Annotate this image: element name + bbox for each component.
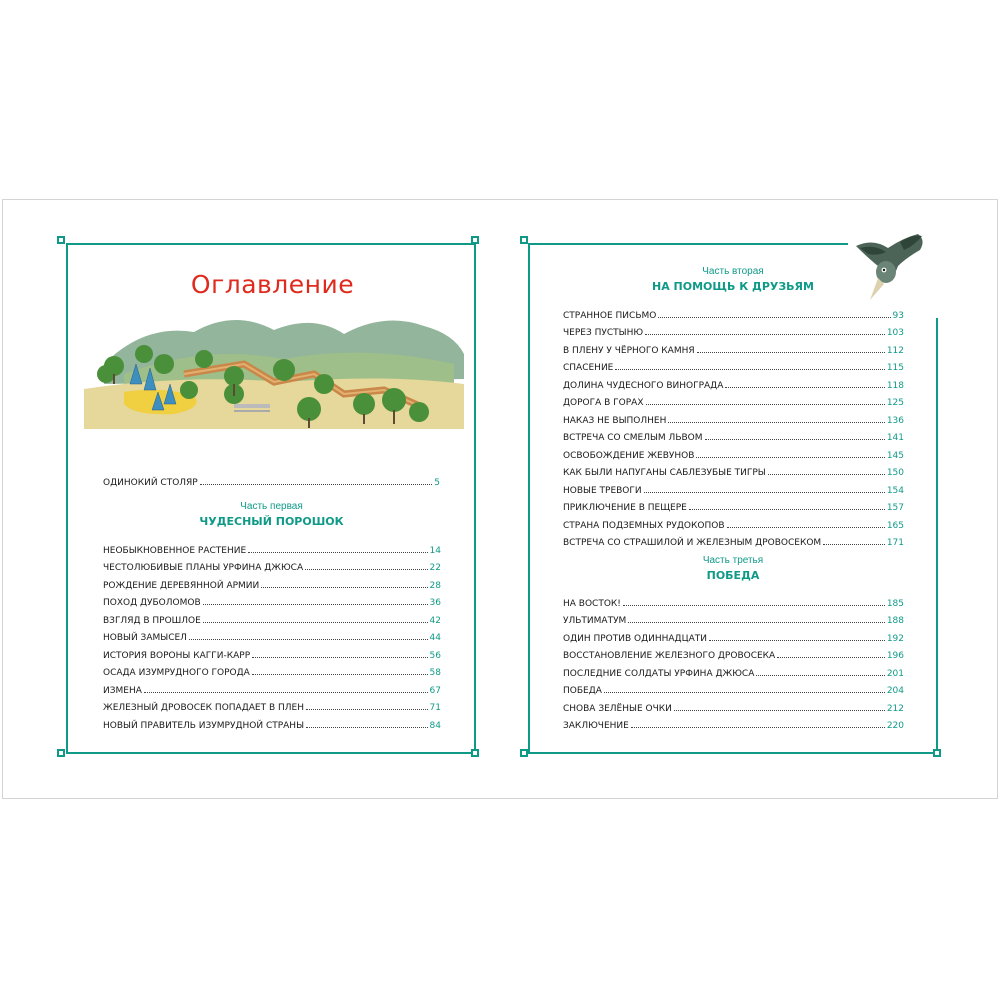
toc-entry-title: ДОРОГА В ГОРАХ xyxy=(563,398,644,408)
toc-entry-page: 192 xyxy=(886,633,904,644)
toc-entry-title: НА ВОСТОК! xyxy=(563,598,621,609)
toc-leader xyxy=(203,604,428,605)
toc-entry-page: 36 xyxy=(429,598,441,608)
toc-leader xyxy=(306,727,428,728)
toc-entry[interactable] xyxy=(103,556,441,574)
toc-entry-page: 118 xyxy=(886,380,904,391)
toc-entry-title: ОДИН ПРОТИВ ОДИННАДЦАТИ xyxy=(563,633,707,644)
toc-leader xyxy=(823,544,885,545)
toc-leader xyxy=(645,334,885,335)
toc-leader xyxy=(628,622,884,623)
toc-entry-page: 204 xyxy=(886,686,904,696)
toc-entry-title: НОВЫЕ ТРЕВОГИ xyxy=(563,485,642,496)
toc-entry-title: ВСТРЕЧА СО СТРАШИЛОЙ И ЖЕЛЕЗНЫМ ДРОВОСЕКОМ xyxy=(563,538,822,548)
toc-entry-page: 188 xyxy=(886,616,904,626)
part-label: Часть третья xyxy=(702,555,764,566)
toc-entry[interactable] xyxy=(563,626,904,644)
toc-part-three xyxy=(563,591,904,731)
toc-leader xyxy=(252,657,427,658)
toc-entry-page: 201 xyxy=(886,668,904,679)
left-frame-bottom xyxy=(66,752,476,754)
toc-entry[interactable] xyxy=(563,609,904,627)
toc-entry-page: 196 xyxy=(886,651,904,661)
toc-entry[interactable] xyxy=(103,573,441,591)
toc-entry-page: 14 xyxy=(429,545,441,556)
toc-leader xyxy=(615,369,884,370)
toc-entry-page: 112 xyxy=(886,345,904,356)
toc-entry[interactable] xyxy=(103,643,441,661)
toc-entry-page: 141 xyxy=(886,433,904,443)
toc-entry-title: ВСТРЕЧА СО СМЕЛЫМ ЛЬВОМ xyxy=(563,433,703,443)
part-title: ПОБЕДА xyxy=(706,569,760,582)
landscape-illustration xyxy=(84,304,464,434)
corner-square-icon xyxy=(471,749,479,757)
toc-entry-title: ДОЛИНА ЧУДЕСНОГО ВИНОГРАДА xyxy=(563,380,724,391)
toc-entry-title: НОВЫЙ ЗАМЫСЕЛ xyxy=(103,633,187,643)
toc-entry-page: 84 xyxy=(429,720,441,731)
corner-square-icon xyxy=(57,749,65,757)
toc-leader xyxy=(261,587,427,588)
toc-entry-page: 150 xyxy=(886,468,904,478)
toc-leader xyxy=(306,709,428,710)
toc-entry-title: ПРИКЛЮЧЕНИЕ В ПЕЩЕРЕ xyxy=(563,503,687,513)
toc-entry-page: 212 xyxy=(886,703,904,714)
toc-leader xyxy=(252,674,428,675)
left-frame-right xyxy=(474,243,476,754)
toc-entry-page: 115 xyxy=(886,363,904,373)
toc-entry-title: ПОХОД ДУБОЛОМОВ xyxy=(103,598,201,608)
toc-entry-page: 42 xyxy=(429,615,441,626)
toc-leader xyxy=(631,727,885,728)
toc-entry-page: 5 xyxy=(434,477,440,488)
toc-part-two xyxy=(563,303,904,548)
toc-entry[interactable] xyxy=(563,513,904,531)
toc-entry-page: 125 xyxy=(886,398,904,408)
toc-entry-title: СПАСЕНИЕ xyxy=(563,363,614,373)
toc-entry-title: РОЖДЕНИЕ ДЕРЕВЯННОЙ АРМИИ xyxy=(103,580,260,591)
toc-entry[interactable] xyxy=(563,591,904,609)
toc-entry-title: СНОВА ЗЕЛЁНЫЕ ОЧКИ xyxy=(563,703,672,714)
part-three-heading xyxy=(563,555,903,582)
toc-entry-page: 165 xyxy=(886,520,904,531)
toc-entry[interactable] xyxy=(103,678,441,696)
left-frame-left xyxy=(66,243,68,754)
corner-square-icon xyxy=(57,236,65,244)
toc-entry[interactable] xyxy=(563,496,904,514)
toc-entry[interactable] xyxy=(563,714,904,732)
toc-entry-page: 67 xyxy=(429,685,441,696)
toc-leader xyxy=(727,527,885,528)
toc-leader xyxy=(705,439,885,440)
toc-entry[interactable] xyxy=(563,426,904,444)
toc-entry-title: ВОССТАНОВЛЕНИЕ ЖЕЛЕЗНОГО ДРОВОСЕКА xyxy=(563,651,776,661)
toc-leader xyxy=(674,710,885,711)
toc-entry[interactable] xyxy=(563,338,904,356)
toc-leader xyxy=(646,404,885,405)
toc-entry-title: ИСТОРИЯ ВОРОНЫ КАГГИ-КАРР xyxy=(103,650,251,661)
toc-entry-page: 103 xyxy=(886,328,904,338)
toc-leader xyxy=(189,639,428,640)
toc-entry-title: НОВЫЙ ПРАВИТЕЛЬ ИЗУМРУДНОЙ СТРАНЫ xyxy=(103,720,305,731)
part-two-heading xyxy=(563,266,903,293)
toc-entry[interactable] xyxy=(103,696,441,714)
toc-leader xyxy=(248,552,427,553)
toc-entry[interactable] xyxy=(563,303,904,321)
toc-prologue xyxy=(103,470,440,488)
toc-entry-title: КАК БЫЛИ НАПУГАНЫ САБЛЕЗУБЫЕ ТИГРЫ xyxy=(563,468,766,478)
corner-square-icon xyxy=(933,749,941,757)
toc-entry-page: 56 xyxy=(429,650,441,661)
toc-leader xyxy=(668,422,884,423)
toc-leader xyxy=(689,509,885,510)
toc-entry[interactable] xyxy=(103,661,441,679)
toc-leader xyxy=(768,474,885,475)
left-frame-top xyxy=(66,243,476,245)
toc-entry[interactable] xyxy=(563,373,904,391)
toc-entry[interactable] xyxy=(563,696,904,714)
toc-entry-page: 136 xyxy=(886,415,904,426)
right-frame-right xyxy=(936,318,938,754)
toc-entry-page: 71 xyxy=(429,703,441,713)
toc-entry-page: 44 xyxy=(429,633,441,643)
toc-entry-title: ЧЕСТОЛЮБИВЫЕ ПЛАНЫ УРФИНА ДЖЮСА xyxy=(103,563,304,573)
toc-part-one xyxy=(103,538,441,731)
toc-leader xyxy=(144,692,428,693)
toc-entry[interactable] xyxy=(563,661,904,679)
toc-entry[interactable] xyxy=(103,626,441,644)
toc-entry[interactable] xyxy=(103,591,441,609)
toc-leader xyxy=(709,640,885,641)
toc-entry-page: 185 xyxy=(886,598,904,609)
toc-leader xyxy=(658,317,890,318)
corner-square-icon xyxy=(520,749,528,757)
toc-leader xyxy=(696,457,884,458)
toc-entry-page: 171 xyxy=(886,538,904,548)
toc-leader xyxy=(305,569,427,570)
toc-entry-page: 220 xyxy=(886,721,904,731)
toc-leader xyxy=(756,675,884,676)
toc-entry[interactable] xyxy=(563,478,904,496)
toc-leader xyxy=(604,692,885,693)
toc-entry[interactable] xyxy=(103,608,441,626)
toc-entry-title: В ПЛЕНУ У ЧЁРНОГО КАМНЯ xyxy=(563,345,695,356)
toc-entry-title: ВЗГЛЯД В ПРОШЛОЕ xyxy=(103,615,201,626)
right-frame-top xyxy=(528,243,848,245)
toc-entry-title: ОДИНОКИЙ СТОЛЯР xyxy=(103,477,198,488)
toc-leader xyxy=(644,492,885,493)
toc-entry-page: 154 xyxy=(886,485,904,496)
toc-entry[interactable] xyxy=(563,679,904,697)
page-title: Оглавление xyxy=(190,270,355,299)
corner-square-icon xyxy=(520,236,528,244)
right-frame-left xyxy=(528,243,530,754)
toc-entry[interactable] xyxy=(103,713,441,731)
toc-leader xyxy=(777,657,885,658)
toc-entry-page: 28 xyxy=(429,580,441,591)
toc-entry[interactable] xyxy=(563,644,904,662)
toc-entry-title: ЧЕРЕЗ ПУСТЫНЮ xyxy=(563,328,644,338)
part-label: Часть первая xyxy=(240,501,303,512)
toc-entry-page: 145 xyxy=(886,450,904,461)
toc-entry-title: НЕОБЫКНОВЕННОЕ РАСТЕНИЕ xyxy=(103,545,247,556)
toc-entry-page: 157 xyxy=(886,503,904,513)
right-frame-bottom xyxy=(528,752,938,754)
toc-entry[interactable] xyxy=(563,443,904,461)
part-one-heading xyxy=(103,501,440,528)
toc-entry[interactable] xyxy=(563,356,904,374)
toc-entry[interactable] xyxy=(563,391,904,409)
toc-entry-title: НАКАЗ НЕ ВЫПОЛНЕН xyxy=(563,415,667,426)
toc-entry[interactable] xyxy=(563,461,904,479)
toc-leader xyxy=(725,387,884,388)
toc-leader xyxy=(697,352,885,353)
toc-leader xyxy=(200,484,433,485)
toc-entry[interactable] xyxy=(103,538,441,556)
toc-entry[interactable] xyxy=(563,321,904,339)
part-title: НА ПОМОЩЬ К ДРУЗЬЯМ xyxy=(652,280,814,293)
toc-entry[interactable] xyxy=(103,470,440,488)
part-title: ЧУДЕСНЫЙ ПОРОШОК xyxy=(199,515,344,528)
toc-entry-title: СТРАННОЕ ПИСЬМО xyxy=(563,310,657,321)
toc-entry-title: УЛЬТИМАТУМ xyxy=(563,616,627,626)
toc-entry-page: 93 xyxy=(892,310,904,321)
toc-entry-title: ИЗМЕНА xyxy=(103,685,142,696)
toc-entry-title: ЗАКЛЮЧЕНИЕ xyxy=(563,721,629,731)
toc-entry-title: ПОБЕДА xyxy=(563,686,602,696)
toc-leader xyxy=(203,622,428,623)
toc-entry-title: ОСВОБОЖДЕНИЕ ЖЕВУНОВ xyxy=(563,450,695,461)
part-label: Часть вторая xyxy=(702,266,764,277)
corner-square-icon xyxy=(471,236,479,244)
toc-entry-title: СТРАНА ПОДЗЕМНЫХ РУДОКОПОВ xyxy=(563,520,725,531)
toc-entry-page: 22 xyxy=(429,563,441,573)
toc-entry[interactable] xyxy=(563,408,904,426)
toc-entry-page: 58 xyxy=(429,668,441,678)
toc-entry-title: ОСАДА ИЗУМРУДНОГО ГОРОДА xyxy=(103,668,250,678)
toc-leader xyxy=(623,605,885,606)
toc-entry[interactable] xyxy=(563,531,904,549)
toc-entry-title: ПОСЛЕДНИЕ СОЛДАТЫ УРФИНА ДЖЮСА xyxy=(563,668,755,679)
toc-entry-title: ЖЕЛЕЗНЫЙ ДРОВОСЕК ПОПАДАЕТ В ПЛЕН xyxy=(103,703,304,713)
